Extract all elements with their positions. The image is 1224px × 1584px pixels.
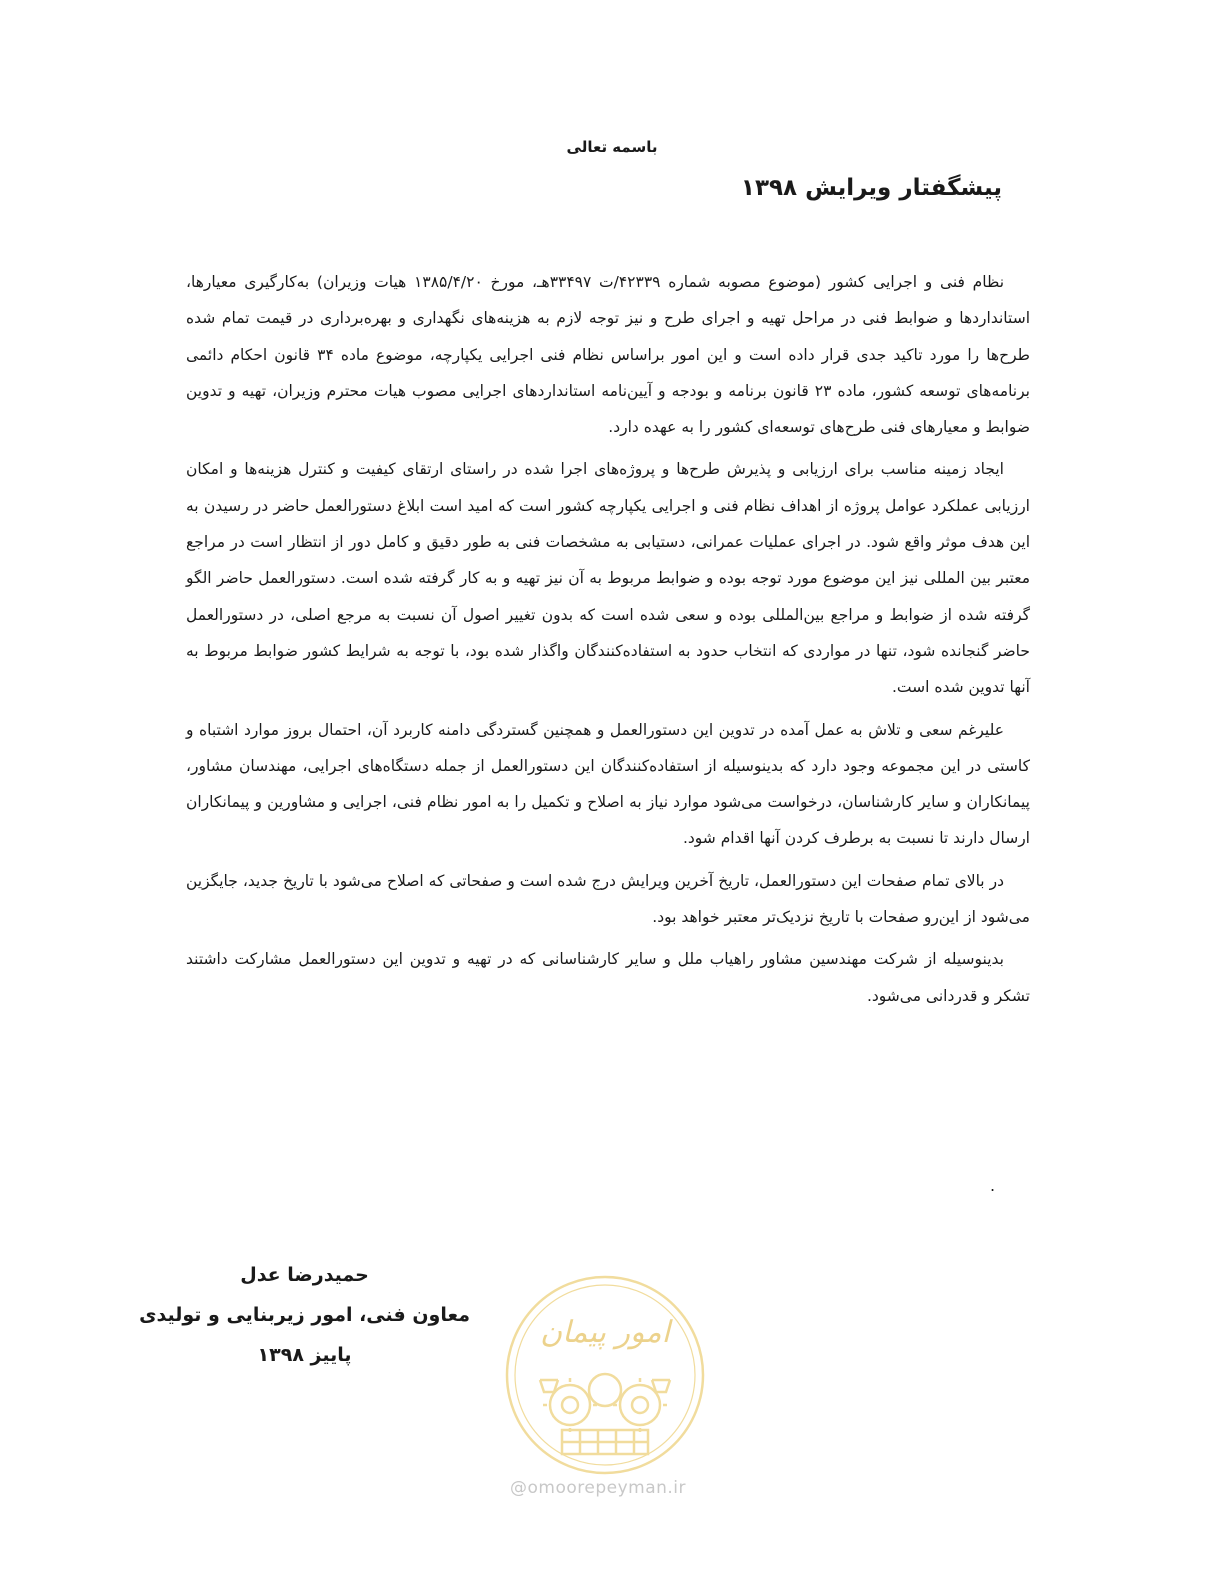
paragraph-1: نظام فنی و اجرایی کشور (موضوع مصوبه شماره ۴۲۳۳۹/ت ۳۳۴۹۷هـ، مورخ ۱۳۸۵/۴/۲۰ هیات وزیران) به‌کارگیری معیارها، استانداردها و ضوابط فنی در مراحل تهیه و اجرای طرح و نیز توجه لازم به هزینه‌های نگهداری و بهره‌برداری در قیمت تمام شده طرح‌ها را مورد تاکید جدی قرار داده است و این امور براساس نظام فنی اجرایی یکپارچه، موضوع ماده ۳۴ قانون احکام دائمی برنامه‌های توسعه کشور، ماده ۲۳ قانون برنامه و بودجه و آیین‌نامه استانداردهای اجرایی مصوب هیات محترم وزیران، تهیه و تدوین ضوابط و معیارهای فنی طرح‌های توسعه‌ای کشور را به عهده دارد. <box>186 273 1030 437</box>
watermark-url: @omoorepeyman.ir <box>510 1478 687 1498</box>
signature-date: پاییز ۱۳۹۸ <box>257 1344 352 1366</box>
preface-body <box>186 264 1030 1020</box>
paragraph-2: ایجاد زمینه مناسب برای ارزیابی و پذیرش طرح‌ها و پروژه‌های اجرا شده در راستای ارتقای کیفیت و کنترل هزینه‌ها و امکان ارزیابی عملکرد عوامل پروژه از اهداف نظام فنی و اجرایی یکپارچه کشور است که امید است ابلاغ دستورالعمل حاضر در رسیدن به این هدف موثر واقع شود. در اجرای عملیات عمرانی، دستیابی به مشخصات فنی به طور دقیق و کامل دور از انتظار است در مراجع معتبر بین المللی نیز این موضوع مورد توجه بوده و ضوابط مربوط به آن نیز تهیه و به کار گرفته شده است. دستورالعمل حاضر الگو گرفته شده از ضوابط و مراجع بین‌المللی بوده و سعی شده است که بدون تغییر اصول آن نسبت به مرجع اصلی، در دستورالعمل حاضر گنجانده شود، تنها در مواردی که انتخاب حدود به استفاده‌کنندگان واگذار شده بود، با توجه به شرایط کشور ضوابط مربوط به آنها تدوین شده است. <box>186 460 1030 697</box>
signatory-name: حمیدرضا عدل <box>240 1264 369 1286</box>
seal-lettering: امور پیمان <box>540 1315 670 1350</box>
trailing-dot: . <box>990 1176 996 1195</box>
paragraph-3: علیرغم سعی و تلاش به عمل آمده در تدوین این دستورالعمل و همچنین گستردگی دامنه کاربرد آن، احتمال بروز موارد اشتباه و کاستی در این مجموعه وجود دارد که بدینوسیله از استفاده‌کنندگان این دستورالعمل از جمله دستگاه‌های اجرایی، مهندسان مشاور، پیمانکاران و سایر کارشناسان، درخواست می‌شود موارد نیاز به اصلاح و تکمیل را به امور نظام فنی، اجرایی و مشاورین و پیمانکاران ارسال دارند تا نسبت به برطرف کردن آنها اقدام شود. <box>186 720 1030 848</box>
signatory-position: معاون فنی، امور زیربنایی و تولیدی <box>139 1304 470 1326</box>
signature-block <box>139 1255 470 1375</box>
watermark-seal <box>500 1270 710 1480</box>
paragraph-5: بدینوسیله از شرکت مهندسین مشاور راهیاب ملل و سایر کارشناسانی که در تهیه و تدوین این دستورالعمل مشارکت داشتند تشکر و قدردانی می‌شود. <box>186 950 1030 1005</box>
paragraph-4: در بالای تمام صفحات این دستورالعمل، تاریخ آخرین ویرایش درج شده است و صفحاتی که اصلاح می‌شود با تاریخ جدید، جایگزین می‌شود از این‌رو صفحات با تاریخ نزدیک‌تر معتبر خواهد بود. <box>186 871 1030 927</box>
page-title: پیشگفتار ویرایش ۱۳۹۸ <box>740 175 1002 201</box>
invocation-heading: باسمه تعالی <box>566 138 658 156</box>
